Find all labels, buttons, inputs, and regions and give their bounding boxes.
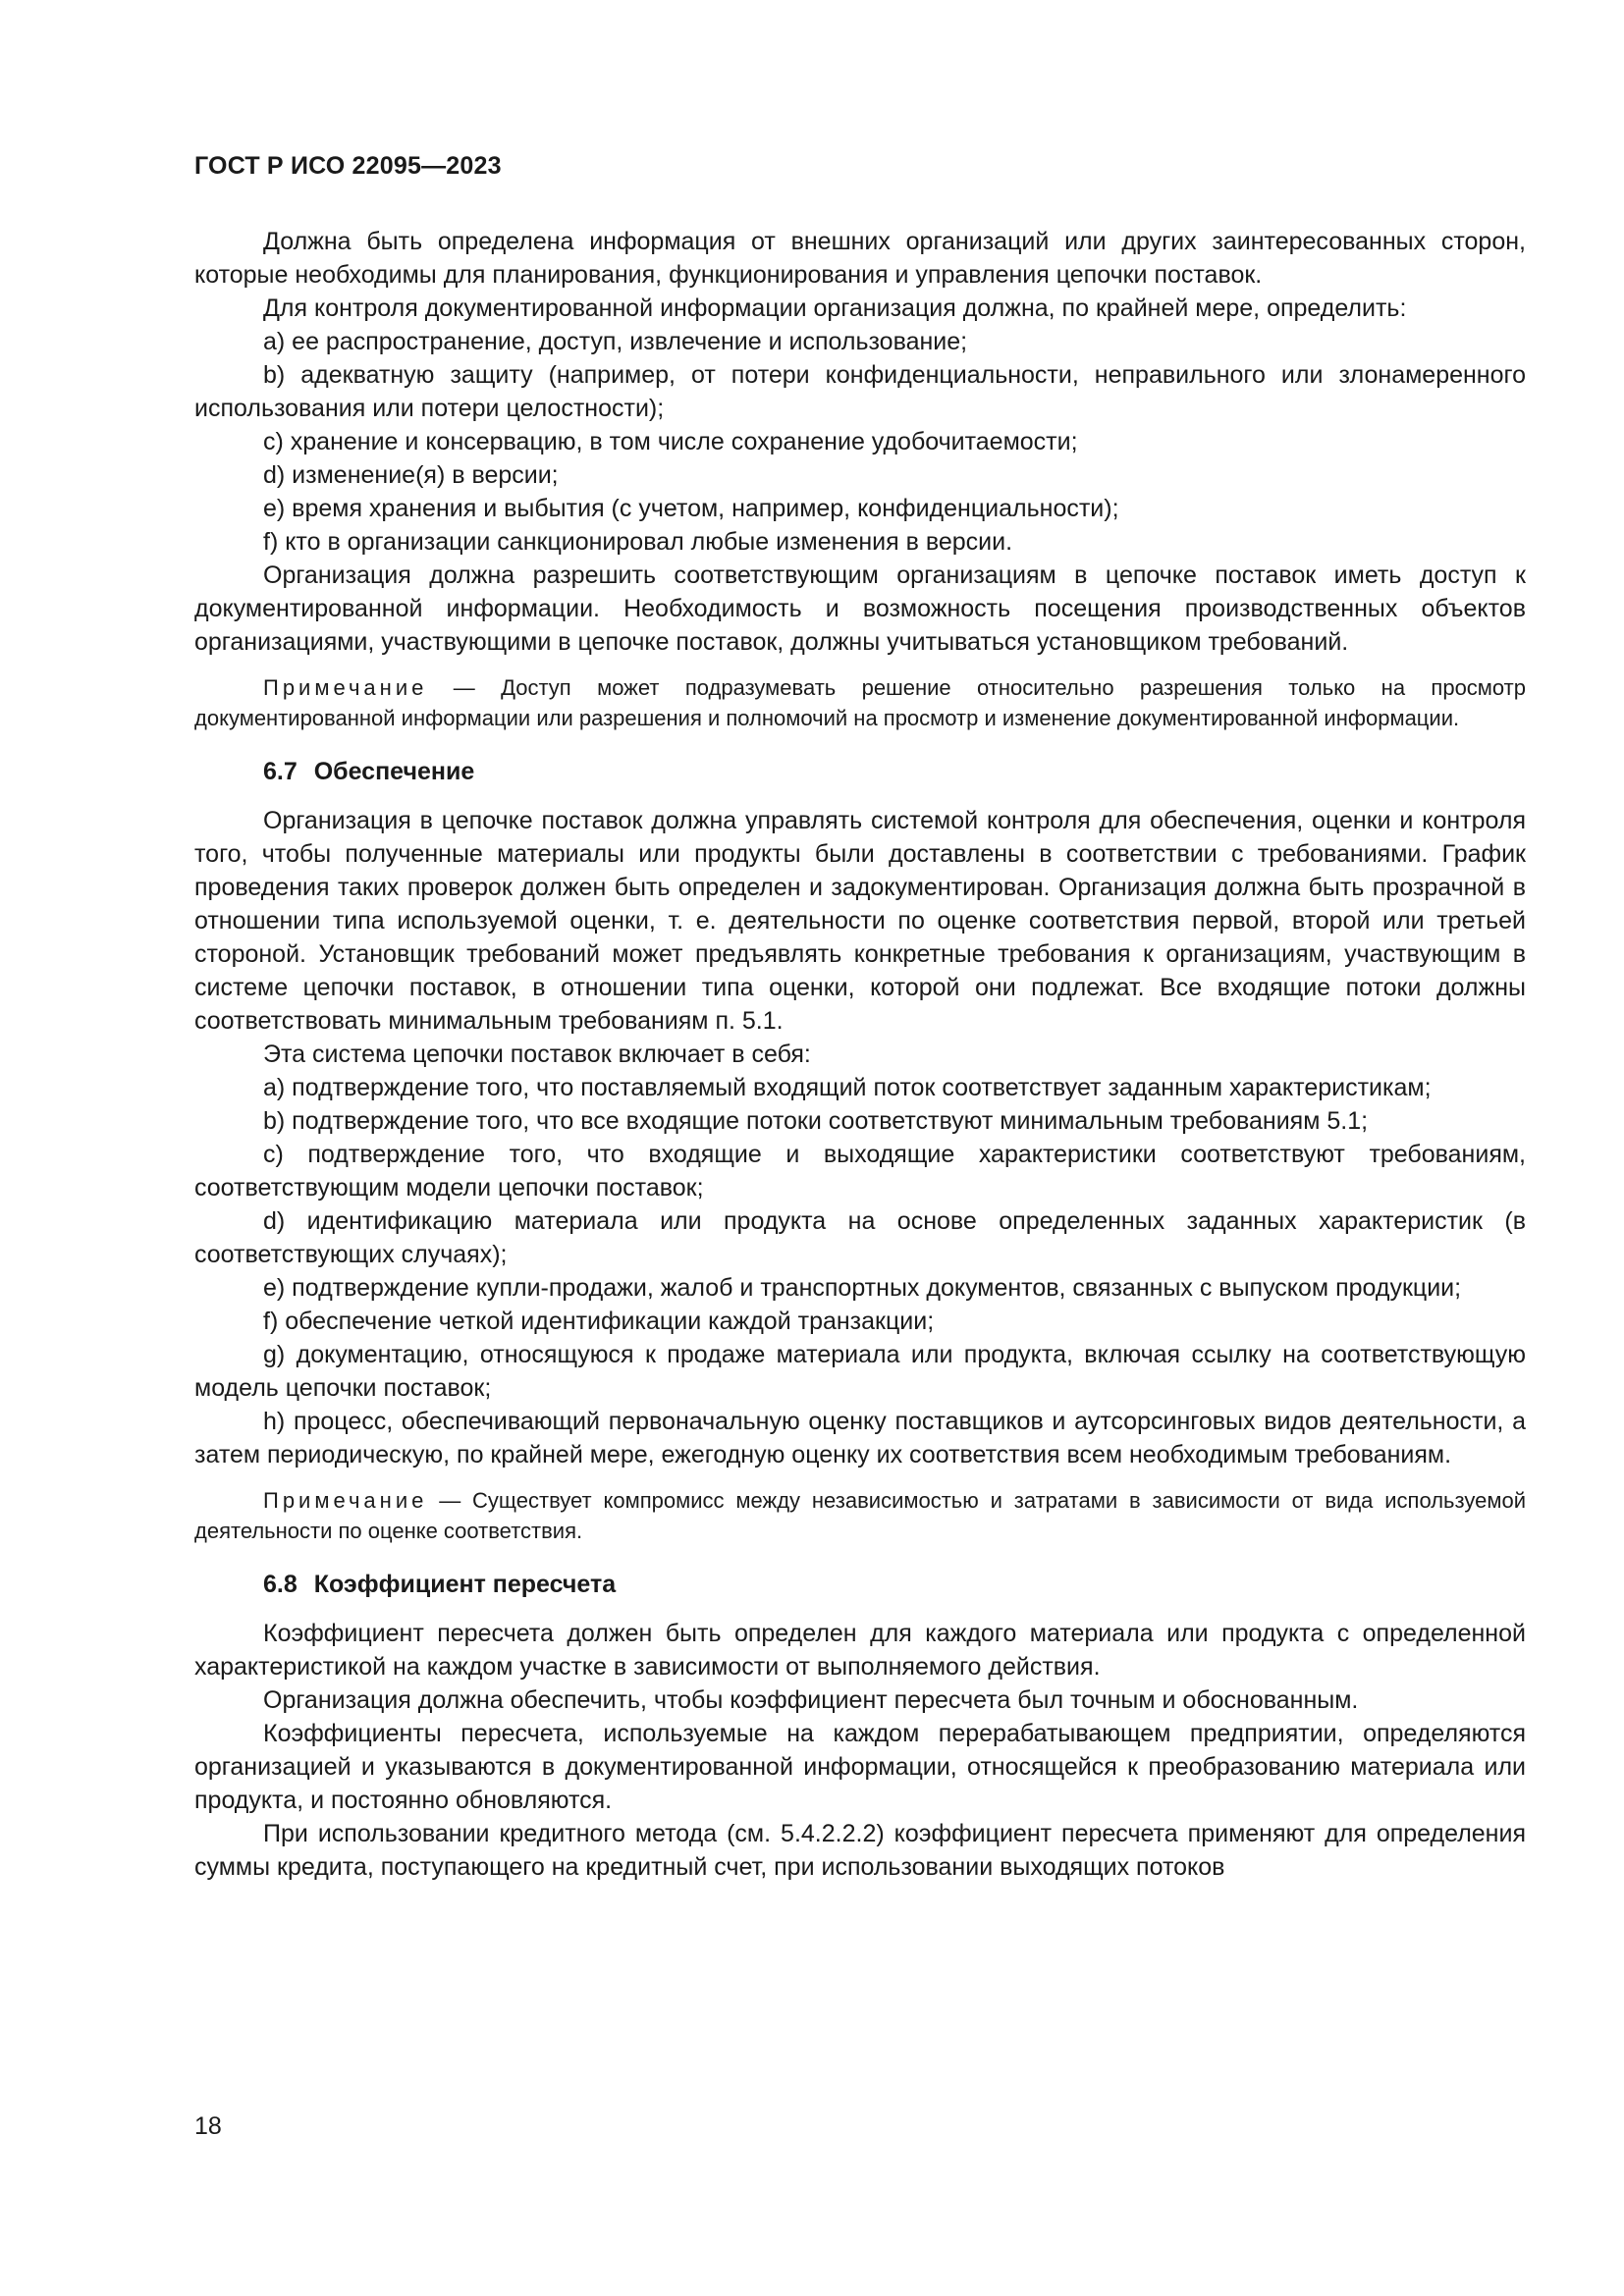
- paragraph: Коэффициент пересчета должен быть определен для каждого материала или продукта с определенной характеристикой на каждом участке в зависимости от выполняемого действия.: [194, 1620, 1526, 1681]
- list-item: d) идентификацию материала или продукта на основе определенных заданных характеристик (в соответствующих случаях);: [194, 1207, 1526, 1268]
- paragraph: Коэффициенты пересчета, используемые на каждом перерабатывающем предприятии, определяются организацией и указываются в документированной информации, относящейся к преобразованию материала или продукта, и постоянно обновляются.: [194, 1720, 1526, 1814]
- list-item: g) документацию, относящуюся к продаже материала или продукта, включая ссылку на соответствующую модель цепочки поставок;: [194, 1341, 1526, 1402]
- list-item: e) время хранения и выбытия (с учетом, например, конфиденциальности);: [263, 495, 1119, 522]
- paragraph: Организация должна обеспечить, чтобы коэффициент пересчета был точным и обоснованным.: [263, 1686, 1359, 1714]
- note-label: Примечание: [263, 675, 428, 700]
- list-item: a) ее распространение, доступ, извлечение и использование;: [263, 328, 968, 355]
- paragraph: При использовании кредитного метода (см. 5.4.2.2.2) коэффициент пересчета применяют для определения суммы кредита, поступающего на кредитный счет, при использовании выходящих потоков: [194, 1820, 1526, 1881]
- list-item: h) процесс, обеспечивающий первоначальную оценку поставщиков и аутсорсинговых видов деятельности, а затем периодическую, по крайней мере, ежегодную оценку их соответствия всем необходимым требованиям.: [194, 1408, 1526, 1468]
- note-label: Примечание: [263, 1488, 428, 1513]
- section-title: Обеспечение: [313, 758, 475, 785]
- list-item: c) подтверждение того, что входящие и выходящие характеристики соответствуют требованиям, соответствующим модели цепочки поставок;: [194, 1141, 1526, 1201]
- list-item: c) хранение и консервацию, в том числе сохранение удобочитаемости;: [263, 428, 1078, 455]
- note: [194, 672, 1526, 733]
- list-item: f) обеспечение четкой идентификации каждой транзакции;: [263, 1308, 935, 1335]
- section-number: 6.7: [263, 758, 298, 785]
- page-number: 18: [194, 2112, 222, 2140]
- section-number: 6.8: [263, 1571, 298, 1598]
- section-title: Коэффициент пересчета: [313, 1571, 617, 1598]
- note: [194, 1485, 1526, 1546]
- paragraph: Организация в цепочке поставок должна управлять системой контроля для обеспечения, оценки и контроля того, чтобы полученные материалы или продукты были доставлены в соответствии с требованиями. График проведения таких проверок должен быть определен и задокументирован. Организация должна быть прозрачной в отношении типа используемой оценки, т. е. деятельности по оценке соответствия первой, второй или третьей стороной. Установщик требований может предъявлять конкретные требования к организациям, участвующим в системе цепочки поставок, в отношении типа оценки, которой они подлежат. Все входящие потоки должны соответствовать минимальным требованиям п. 5.1.: [194, 807, 1526, 1035]
- paragraph: Эта система цепочки поставок включает в себя:: [263, 1041, 811, 1068]
- list-item: f) кто в организации санкционировал любые изменения в версии.: [263, 528, 1013, 556]
- section-heading-6-7: [194, 755, 1526, 788]
- list-item: e) подтверждение купли-продажи, жалоб и транспортных документов, связанных с выпуском продукции;: [263, 1274, 1462, 1302]
- paragraph: Организация должна разрешить соответствующим организациям в цепочке поставок иметь доступ к документированной информации. Необходимость и возможность посещения производственных объектов организациями, участвующими в цепочке поставок, должны учитываться установщиком требований.: [194, 561, 1526, 656]
- list-item: b) адекватную защиту (например, от потери конфиденциальности, неправильного или злонамеренного использования или потери целостности);: [194, 361, 1526, 422]
- list-item: d) изменение(я) в версии;: [263, 461, 559, 489]
- list-item: b) подтверждение того, что все входящие потоки соответствуют минимальным требованиям 5.1;: [263, 1107, 1369, 1135]
- paragraph: Должна быть определена информация от внешних организаций или других заинтересованных сторон, которые необходимы для планирования, функционирования и управления цепочки поставок.: [194, 228, 1526, 289]
- note-text: — Существует компромисс между независимостью и затратами в зависимости от вида используемой деятельности по оценке соответствия.: [194, 1488, 1526, 1543]
- list-item: a) подтверждение того, что поставляемый входящий поток соответствует заданным характеристикам;: [263, 1074, 1432, 1101]
- document-body: [194, 225, 1526, 1884]
- section-heading-6-8: [194, 1568, 1526, 1601]
- note-text: — Доступ может подразумевать решение относительно разрешения только на просмотр документированной информации или разрешения и полномочий на просмотр и изменение документированной информации.: [194, 675, 1526, 730]
- paragraph: Для контроля документированной информации организация должна, по крайней мере, определить:: [263, 294, 1407, 322]
- document-header: ГОСТ Р ИСО 22095—2023: [194, 152, 502, 180]
